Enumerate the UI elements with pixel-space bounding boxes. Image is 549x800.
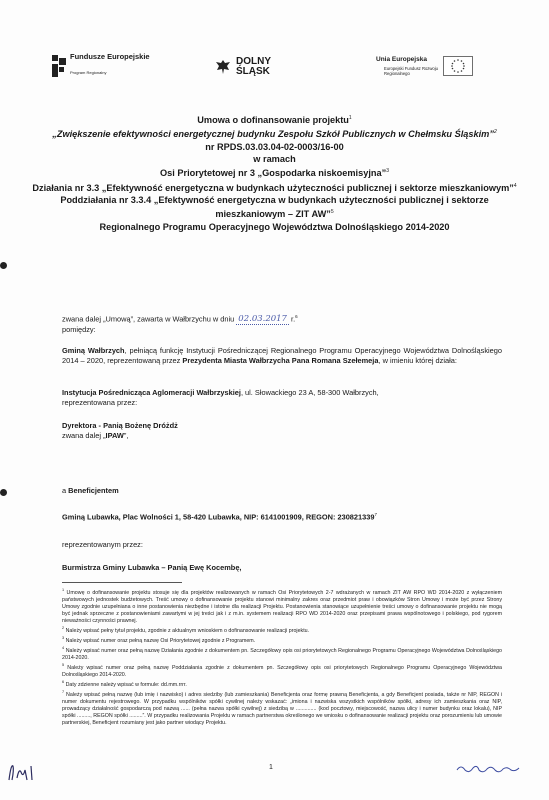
title-line-1: Umowa o dofinansowanie projektu$^1$ [197, 115, 352, 126]
page-number: 1 [269, 764, 273, 771]
unia-europejska-logo [376, 55, 486, 85]
eu-flag-icon [443, 56, 473, 76]
beneficiary-label: a Beneficjentem [62, 486, 119, 495]
pomiedzy-label: pomiędzy: [62, 324, 96, 334]
title-w-ramach: w ramach [253, 154, 296, 165]
agreement-title-block [8, 112, 541, 233]
footnote: $^7$ Należy wpisać pełną nazwę (lub imię i nazwisko) i adres siedziby (lub zamieszkania) Beneficjenta oraz formę prawną Beneficjenta, a gdy Beneficjent posiada, także nr NIP, REGON i numer dokumentu rejestrowego. W przypadku wspólników spółki cywilnej należy wskazać: „imiona i nazwiska wszystkich wspólników spółki, adresy ich zamieszkania oraz NIP, prowadzący działalność gospodarczą pod nazwą ...... (pełna nazwa spółki cywilnej) z siedzibą w .............. (kod pocztowy, miejscowość, nazwa ulicy i numer budynku oraz lokalu), NIP spółki ........., REGON spółki .........”. W przypadku realizowania Projektu w ramach partnerstwa określonego we wniosku o dofinansowanie realizacji projektu oraz porozumieniu lub umowie partnerskiej, Beneficjent rozumiany jest jako partner wiodący Projektu. [62, 689, 502, 726]
beneficiary-rep-label: reprezentowanym przez: [62, 540, 143, 549]
beneficiary-details: Gminą Lubawka, Plac Wolności 1, 58-420 Lubawka, NIP: 6141001909, REGON: 230821339$^7$ [62, 512, 377, 522]
sub-measure: Poddziałania nr 3.3.4 „Efektywność energetyczna w budynkach użyteczności publicznej i sektorze mieszkaniowym – ZIT AW”$^5$ [60, 195, 489, 220]
fe-logo-subtitle: Program Regionalny [70, 70, 107, 75]
fe-logo-title: Fundusze Europejskie [70, 52, 150, 61]
footnote: $^4$ Należy wpisać numer oraz pełną nazwę Działania zgodnie z dokumentem pn. Szczegółowy opis osi priorytetowych Regionalnego Programu Operacyjnego Województwa Dolnośląskiego 2014-2020. [62, 645, 502, 661]
handwritten-date: 02.03.2017 [238, 314, 287, 325]
agreement-date-line: zwana dalej „Umową”, zawarta w Wałbrzychu w dniu 02.03.2017 r.$^6$ [62, 314, 298, 325]
ue-logo-subtitle: Europejski Fundusz Rozwoju Regionalnego [384, 66, 438, 76]
footnote: $^6$ Daty zdzienne należy wpisać w formule: dd.mm.rrrr. [62, 679, 187, 688]
margin-punch-mark [0, 262, 7, 269]
fundusze-europejskie-logo [52, 53, 172, 87]
party-ip-paragraph: Gminą Wałbrzych, pełniącą funkcję Instytucji Pośredniczącej Regionalnego Programu Operacyjnego Województwa Dolnośląskiego 2014 – 2020, reprezentowaną przez Prezydenta Miasta Wałbrzycha Pana Romana Szełemeja, w imieniu której działa: [62, 346, 502, 366]
footnote: $^5$ Należy wpisać numer oraz pełną nazwę Poddziałania zgodnie z dokumentem pn. Szczegółowy opis osi priorytetowych Regionalnego Programu Operacyjnego Województwa Dolnośląskiego 2014-2020. [62, 662, 502, 678]
project-title: „Zwiększenie efektywności energetycznej budynku Zespołu Szkół Publicznych w Chełmsku Śląskim”$^2$ [52, 129, 497, 140]
project-number: nr RPDS.03.03.04-02-0003/16-00 [205, 141, 344, 152]
priority-axis: Osi Priorytetowej nr 3 „Gospodarka niskoemisyjna”$^3$ [160, 168, 389, 179]
footnote: $^2$ Należy wpisać pełny tytuł projektu, zgodnie z aktualnym wnioskiem o dofinansowanie realizacji projektu. [62, 626, 310, 634]
footnotes [62, 587, 502, 727]
fe-flag-icon [52, 55, 66, 77]
footnote: $^3$ Należy wpisać numer oraz pełną nazwę Osi Priorytetowej zgodnie z Programem. [62, 636, 256, 644]
mayor-line: Burmistrza Gminy Lubawka – Panią Ewę Kocembę, [62, 563, 242, 572]
measure: Działania nr 3.3 „Efektywność energetyczna w budynkach użyteczności publicznej i sektorze mieszkaniowym”$^4$ [32, 182, 517, 193]
margin-punch-mark [0, 489, 7, 496]
ue-logo-title: Unia Europejska [376, 56, 427, 63]
handwritten-signature-icon [455, 760, 521, 778]
agreement-body [62, 312, 502, 335]
ipaw-paragraph: Instytucja Pośrednicząca Aglomeracji Wałbrzyskiej, ul. Słowackiego 23 A, 58-300 Wałbrzych, reprezentowana przez: [62, 388, 379, 408]
initials-signature-icon [5, 760, 45, 784]
footnote-separator [62, 582, 182, 583]
director-paragraph: Dyrektora - Panią Bożenę Dróżdż zwana dalej „IPAW”, [62, 421, 178, 441]
programme-name: Regionalnego Programu Operacyjnego Województwa Dolnośląskiego 2014-2020 [99, 221, 450, 232]
eagle-emblem-icon [215, 59, 231, 75]
dolny-slask-title: DOLNY ŚLĄSK [236, 56, 271, 77]
footnote: $^1$ Umowę o dofinansowanie projektu stosuje się dla projektów realizowanych w ramach Osi Priorytetowych 2-7 wdrażanych w ramach ZIT AW RPO WD 2014-2020 z wyłączeniem państwowych jednostek budżetowych. Treść umowy o dofinansowanie projektu stanowi minimalny zakres oraz przedmiot praw i obowiązków Stron Umowy i może być przez Strony Umowy zgodnie uzupełniana o inne postanowienia niezbędne i istotne dla realizacji Projektu. Postanowienia stanowiące uzupełnienie treści umowy o dofinansowanie projektu nie mogą być jednak sprzeczne z postanowieniami zawartymi w jej treści jak i z m.in. systemem realizacji RPO WD 2014-2020 oraz przepisami prawa wspólnotowego i polskiego, pod rygorem nieważności czynności prawnej. [62, 588, 502, 625]
dolny-slask-logo [215, 56, 295, 84]
